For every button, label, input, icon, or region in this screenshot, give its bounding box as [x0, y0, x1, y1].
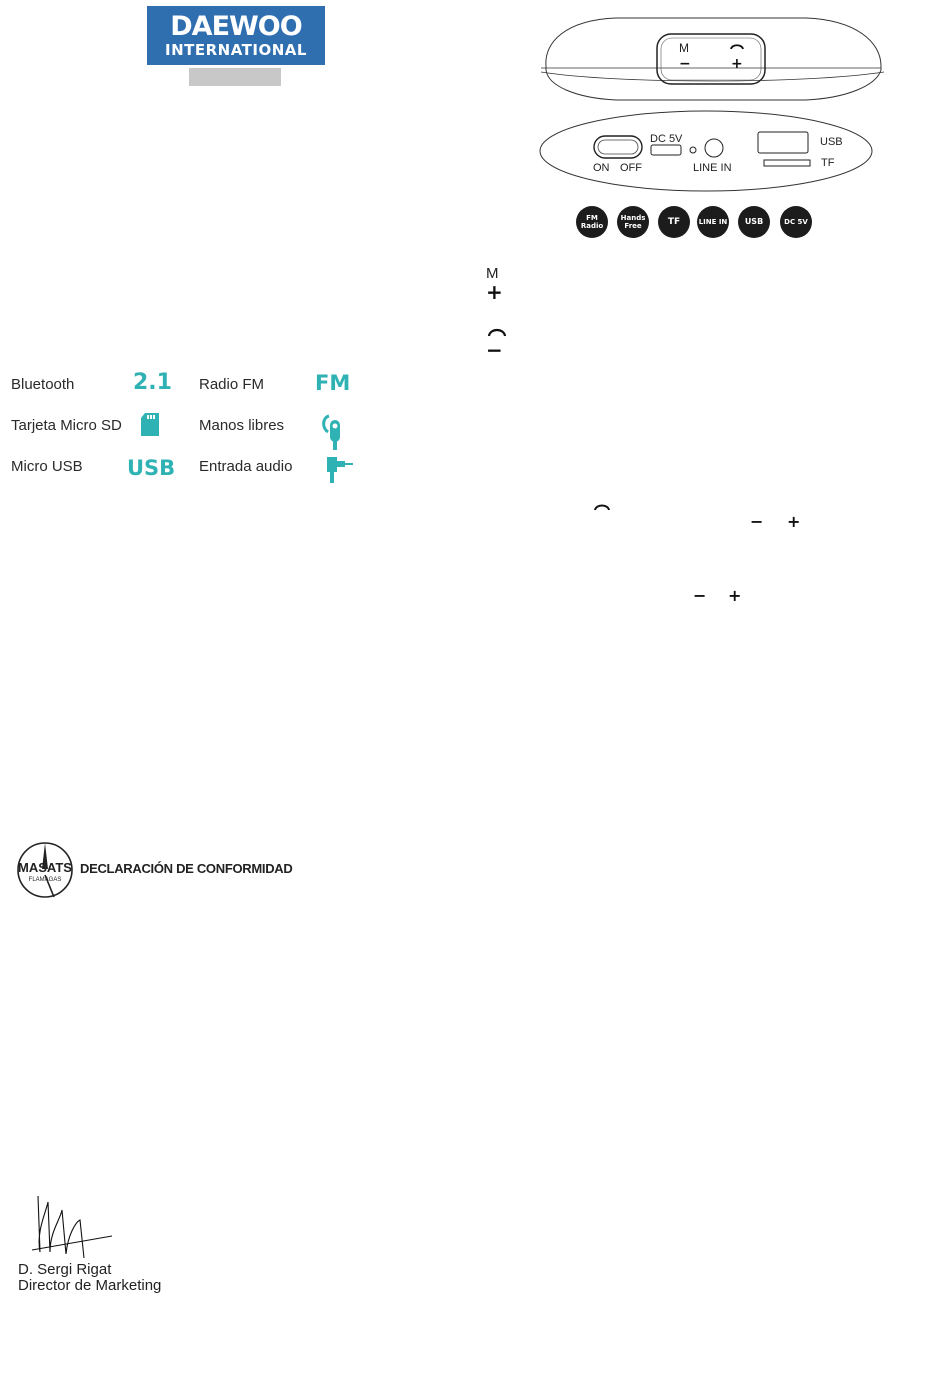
- top-phone-icon: [729, 43, 745, 51]
- tf-badge: TF: [658, 206, 690, 238]
- on-label: ON: [593, 162, 610, 174]
- usb-badge: USB: [738, 206, 770, 238]
- declaration-title: DECLARACIÓN DE CONFORMIDAD: [80, 861, 293, 876]
- feature-micro-usb-label: Micro USB: [11, 458, 83, 475]
- hands-free-badge: Hands Free: [617, 206, 649, 238]
- bluetooth-version-mark: 2.1: [133, 370, 172, 395]
- feature-micro-sd-label: Tarjeta Micro SD: [11, 417, 122, 434]
- headset-icon: [320, 412, 346, 452]
- speaker-top-diagram: [536, 14, 886, 104]
- feature-radio-fm-label: Radio FM: [199, 376, 265, 393]
- feature-hands-free-label: Manos libres: [199, 417, 285, 434]
- inline-plus-1: +: [787, 512, 801, 531]
- top-m-label: M: [679, 41, 689, 55]
- signatory-role: Director de Marketing: [18, 1277, 162, 1294]
- legend-m-label: M: [486, 265, 499, 282]
- logo-underbar: [189, 68, 281, 86]
- inline-plus-2: +: [728, 586, 742, 605]
- dc-5v-badge: DC 5V: [780, 206, 812, 238]
- inline-minus-2: −: [693, 586, 707, 605]
- daewoo-logo: [147, 6, 325, 65]
- legend-minus-icon: −: [486, 338, 503, 362]
- logo-line2: INTERNATIONAL: [165, 41, 307, 59]
- legend-plus-icon: +: [486, 280, 503, 304]
- top-plus-label: +: [731, 56, 743, 72]
- seal-sub-text: FLAMAGAS: [28, 877, 62, 883]
- inline-phone-icon: [592, 503, 612, 511]
- line-in-badge: LINE IN: [697, 206, 729, 238]
- usb-mark: USB: [127, 456, 176, 480]
- handwritten-signature: [26, 1192, 118, 1264]
- audio-jack-icon: [324, 455, 356, 485]
- sd-card-icon: [139, 412, 161, 438]
- inline-minus-1: −: [750, 512, 764, 531]
- tf-slot-label: TF: [821, 157, 835, 169]
- line-in-label: LINE IN: [693, 162, 732, 174]
- seal-brand-text: MASATS: [18, 860, 72, 875]
- fm-mark: FM: [315, 371, 351, 395]
- off-label: OFF: [620, 162, 642, 174]
- speaker-back-diagram: [538, 108, 874, 194]
- feature-bluetooth-label: Bluetooth: [11, 376, 75, 393]
- feature-audio-input-label: Entrada audio: [199, 458, 293, 475]
- fm-radio-badge: FM Radio: [576, 206, 608, 238]
- signatory-name: D. Sergi Rigat: [18, 1261, 112, 1278]
- logo-line1: DAEWOO: [170, 11, 302, 42]
- top-minus-label: −: [679, 56, 691, 72]
- legend-phone-icon: [486, 326, 508, 338]
- masats-seal-logo: [14, 839, 76, 901]
- usb-port-label: USB: [820, 136, 843, 148]
- dc-5v-label: DC 5V: [650, 133, 683, 145]
